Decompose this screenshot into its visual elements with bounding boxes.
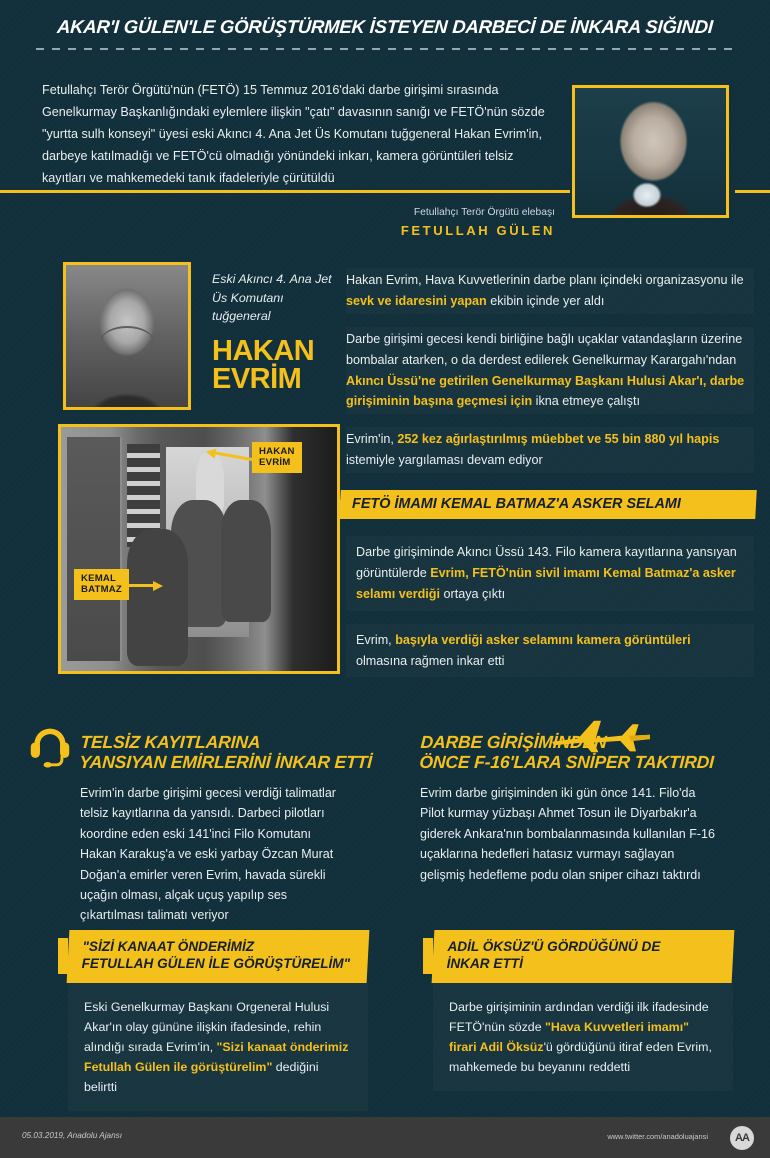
footer-bar (0, 1117, 770, 1158)
fetullah-gulen-caption (300, 205, 555, 238)
cctv-label-hakan-evrim (252, 442, 302, 473)
evrim-role-label: Eski Akıncı 4. Ana Jet Üs Komutanı tuğgeneral (212, 272, 332, 324)
body-text: Darbe girişimi gecesi kendi birliğine bağlı uçaklar vatandaşların üzerine bombalar atarken, o da derdest edilerek Genelkurmay Karargahı'ndan (346, 331, 743, 367)
evrim-name-line1: HAKAN (212, 335, 315, 367)
header-divider (36, 48, 736, 50)
salute-paragraph (346, 624, 754, 678)
highlighted-text: "Hava Kuvvetleri imamı" firari Adil Öksüz (449, 1020, 690, 1055)
hakan-evrim-photo-frame (63, 262, 191, 410)
quote-box-right-heading-line1: ADİL ÖKSÜZ'Ü GÖRDÜĞÜNÜ DE (447, 939, 661, 954)
body-text: ortaya çıktı (440, 586, 506, 601)
column-sniper-body: Evrim darbe girişiminden iki gün önce 141. Filo'da Pilot kurmay yüzbaşı Ahmet Tosun ile Diyarbakır'a giderek Ankara'nın bombalanmasında kullanılan F-16 uçaklarına hedefleri hatasız vurmayı sağlayan gelişmiş hedefleme podu olan sniper cihazı taktırdı (420, 786, 715, 882)
evrim-paragraph (346, 427, 754, 473)
quote-box-right (433, 930, 733, 1091)
fetullah-gulen-photo-frame (572, 85, 729, 218)
column-telsiz-heading-line1: TELSİZ KAYITLARINA (80, 732, 261, 752)
cctv-label-kemal-line2: BATMAZ (81, 584, 122, 596)
salute-section-heading (339, 490, 757, 519)
body-text: ikna etmeye çalıştı (532, 394, 640, 409)
quote-box-left-heading-line1: "SİZİ KANAAT ÖNDERİMİZ (82, 939, 255, 954)
page-title: AKAR'I GÜLEN'LE GÖRÜŞTÜRMEK İSTEYEN DARBECİ DE İNKARA SIĞINDI (56, 16, 714, 37)
accent-rule-left (0, 190, 570, 193)
salute-section-heading-text: FETÖ İMAMI KEMAL BATMAZ'A ASKER SELAMI (352, 496, 681, 512)
highlighted-text: sevk ve idaresini yapan (346, 293, 487, 308)
body-text: Evrim'in, (346, 432, 398, 447)
quote-box-right-heading-line2: İNKAR ETTİ (446, 955, 523, 971)
body-text: ekibin içinde yer aldı (486, 293, 605, 308)
cctv-figure-left (127, 529, 188, 666)
highlighted-text: 252 kez ağırlaştırılmış müebbet ve 55 bin 880 yıl hapis (397, 432, 720, 447)
salute-paragraph (346, 536, 754, 611)
salute-paragraph-list (346, 536, 754, 690)
column-telsiz-heading-line2: YANSIYAN EMİRLERİNİ İNKAR ETTİ (78, 752, 373, 773)
evrim-name-label (212, 337, 352, 394)
highlighted-text: başıyla verdiği asker selamını kamera görüntüleri (395, 632, 691, 647)
quote-box-left-heading-line2: FETULLAH GÜLEN İLE GÖRÜŞTÜRELİM" (81, 955, 351, 971)
quote-box-right-body (433, 983, 733, 1091)
body-text: olmasına rağmen inkar etti (356, 653, 505, 668)
quote-box-right-heading (432, 930, 735, 983)
column-sniper-heading (419, 732, 751, 772)
highlighted-text: Evrim, FETÖ'nün sivil imamı Kemal Batmaz'a asker selamı verdiği (356, 565, 736, 601)
gulen-role-label: Fetullahçı Terör Örgütü elebaşı (413, 207, 555, 218)
highlighted-text: Akıncı Üssü'ne getirilen Genelkurmay Başkanı Hulusi Akar'ı, darbe girişiminin başına geçmesi için (346, 373, 745, 409)
anadolu-agency-logo: AA (730, 1126, 754, 1150)
intro-paragraph: Fetullahçı Terör Örgütü'nün (FETÖ) 15 Temmuz 2016'daki darbe girişimi sırasında Genelkurmay Başkanlığındaki eylemlere ilişkin "çatı" davasının sanığı ve FETÖ'nün sözde "yurtta sulh konseyi" üyesi eski Akıncı 4. Ana Jet Üs Komutanı tuğgeneral Hakan Evrim'in, darbeye katılmadığı ve FETÖ'cü olmadığı yönündeki inkarı, kamera görüntüleri telsiz kayıtları ve mahkemedeki tanık ifadeleriyle çürütüldü (42, 83, 545, 185)
body-text: Evrim, (356, 632, 396, 647)
evrim-paragraph-list (346, 268, 754, 486)
fetullah-gulen-portrait (575, 88, 726, 215)
column-sniper-heading-line2: ÖNCE F-16'LARA SNİPER TAKTIRDI (418, 752, 715, 773)
body-text: Hakan Evrim, Hava Kuvvetlerinin darbe planı içindeki organizasyonu ile (346, 273, 744, 287)
gulen-name-label: FETULLAH GÜLEN (400, 223, 555, 239)
footer-twitter-link[interactable]: www.twitter.com/anadoluajansi (607, 1132, 708, 1141)
body-text: Darbe girişiminin ardından verdiği ilk ifadesinde FETÖ'nün sözde (449, 999, 709, 1035)
body-text: istemiyle yargılaması devam ediyor (346, 453, 543, 468)
quote-box-left-heading (67, 930, 370, 983)
headset-icon (28, 724, 72, 768)
body-text: dediğini belirtti (84, 1060, 319, 1095)
cctv-label-kemal-line1: KEMAL (81, 573, 117, 584)
quote-box-left-body (68, 983, 368, 1111)
body-text: Darbe girişiminde Akıncı Üssü 143. Filo kamera kayıtlarına yansıyan görüntülerde (356, 545, 737, 580)
body-text: 'ü gördüğünü itiraf eden Evrim, mahkemede bu beyanını reddetti (449, 1040, 712, 1075)
evrim-name-line2: EVRİM (212, 363, 302, 396)
evrim-paragraph (346, 268, 754, 314)
footer-date-source: 05.03.2019, Anadolu Ajansı (22, 1131, 122, 1140)
evrim-paragraph (346, 327, 754, 415)
cctv-label-hakan-line2: EVRİM (259, 457, 291, 469)
cctv-label-kemal-batmaz (74, 569, 129, 600)
quote-box-left (68, 930, 368, 1111)
hakan-evrim-portrait (66, 265, 188, 407)
cctv-figure-right (221, 500, 271, 622)
kemal-batmaz-pointer-arrow (126, 584, 154, 587)
column-sniper (420, 732, 750, 885)
column-telsiz-heading (79, 732, 391, 772)
cctv-door-wall (67, 437, 122, 661)
highlighted-text: "Sizi kanaat önderimiz Fetullah Gülen ile görüştürelim" (84, 1040, 349, 1075)
column-telsiz-body: Evrim'in darbe girişimi gecesi verdiği talimatlar telsiz kayıtlarına da yansıdı. Darbeci pilotları koordine eden eski 141'inci Filo Komutanı Hakan Karakuş'a ve eski yarbay Özcan Murat Doğan'a emirler veren Evrim, havada sürekli uçağın olması, alçak uçuş yapılıp ses çıkartılması talimatı veriyor (80, 786, 336, 923)
column-telsiz (80, 732, 390, 926)
body-text: Eski Genelkurmay Başkanı Orgeneral Hulusi Akar'ın olay gününe ilişkin ifadesinde, rehin alındığı sırada Evrim'in, (84, 999, 330, 1055)
cctv-label-hakan-line1: HAKAN (259, 446, 295, 457)
accent-rule-right (735, 190, 770, 193)
column-sniper-heading-line1: DARBE GİRİŞİMİNDEN (420, 732, 608, 752)
